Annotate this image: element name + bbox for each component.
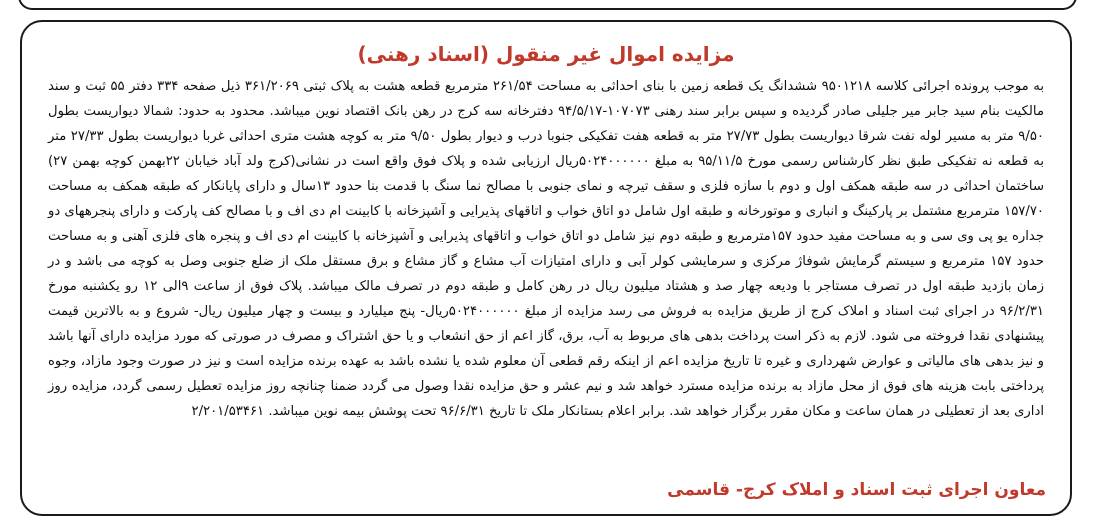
notice-signature: معاون اجرای ثبت اسناد و املاک کرج- قاسمی bbox=[667, 480, 1046, 500]
notice-title: مزایده اموال غیر منقول (اسناد رهنی) bbox=[357, 42, 735, 66]
previous-notice-frame bbox=[18, 0, 1077, 10]
notice-body bbox=[48, 74, 1044, 424]
notice-body-text: به موجب پرونده اجرائی کلاسه ۹۵۰۱۲۱۸ ششدانگ یک قطعه زمین با بنای احداثی به مساحت ۲۶۱/۵۴ مترمربع قطعه هشت به پلاک ثبتی ۳۶۱/۲۰۶۹ ذیل صفحه ۳۳۴ دفتر ۵۵ ثبت و سند مالکیت بنام سید جابر میر جلیلی صادر گردیده و سپس برابر سند رهنی ۱۰۷۰۷۳-۹۴/۵/۱۷ دفترخانه سه کرج در رهن بانک اقتصاد نوین میباشد. محدود به حدود: شمالا دیواریست بطول ۹/۵۰ متر به مسیر لوله نفت شرقا دیواریست بطول ۲۷/۷۳ متر به قطعه هفت تفکیکی جنوبا درب و دیوار بطول ۹/۵۰ متر به کوچه هشت متری احداثی غربا دیواریست بطول ۲۷/۳۳ متر به قطعه نه تفکیکی طبق نظر کارشناس رسمی مورخ ۹۵/۱۱/۵ به مبلغ ۵۰۲۴۰۰۰۰۰۰ریال ارزیابی شده و پلاک فوق واقع است در نشانی(کرج ولد آباد خیابان ۲۲بهمن کوچه بهمن ۲۷) ساختمان احداثی در سه طبقه همکف اول و دوم با سازه فلزی و سقف تیرچه و نمای جنوبی با مصالح نما سنگ با قدمت بنا حدود ۱۳سال و دارای پایانکار که طبقه همکف به مساحت ۱۵۷/۷۰ مترمربع مشتمل بر پارکینگ و انباری و موتورخانه و طبقه اول شامل دو اتاق خواب و اتاقهای پذیرایی و آشپزخانه با کابینت ام دی اف و با مصالح کف پارکت و دارای پنجرههای دو جداره یو پی وی سی و به مساحت مفید حدود ۱۵۷مترمربع و طبقه دوم نیز شامل دو اتاق خواب و اتاقهای پذیرایی و آشپزخانه با کابینت ام دی اف و پنجره های فلزی آهنی و به مساحت حدود ۱۵۷ مترمربع و سیستم گرمایش شوفاژ مرکزی و سرمایشی کولر آبی و دارای امتیازات آب مشاع و گاز مشاع و برق مستقل ملک از ضلع جنوبی وصل به کوچه می باشد و در زمان بازدید طبقه اول در تصرف مستاجر با ودیعه چهار صد و هشتاد میلیون ریال در رهن کامل و طبقه دوم در تصرف مالک میباشد. پلاک فوق از ساعت ۹الی ۱۲ رو یکشنبه مورخ ۹۶/۲/۳۱ در اجرای ثبت اسناد و املاک کرج از طریق مزایده به فروش می رسد مزایده از مبلغ ۵۰۲۴۰۰۰۰۰۰ریال- پنج میلیارد و بیست و چهار میلیون ریال- شروع و به بالاترین قیمت پیشنهادی نقدا فروخته می شود. لازم به ذکر است پرداخت بدهی های مربوط به آب، برق، گاز اعم از حق انشعاب و یا حق اشتراک و مصرف در صورتی که مورد مزایده دارای آنها باشد و نیز بدهی های مالیاتی و عوارض شهرداری و غیره تا تاریخ مزایده اعم از اینکه رقم قطعی آن معلوم شده یا نشده باشد به عهده برنده مزایده است و نیز در صورت وجود مازاد، وجوه پرداختی بابت هزینه های فوق از محل مازاد به برنده مزایده مسترد خواهد شد و نیم عشر و حق مزایده نقدا وصول می گردد ضمنا چنانچه روز مزایده تعطیل رسمی گردد، مزایده روز اداری بعد از تعطیلی در همان ساعت و مکان مقرر برگزار خواهد شد. برابر اعلام بستانکار ملک تا تاریخ ۹۶/۶/۳۱ تحت پوشش بیمه نوین میباشد. ۲/۲۰۱/۵۳۴۶۱ bbox=[48, 79, 1045, 419]
auction-notice bbox=[20, 20, 1072, 516]
